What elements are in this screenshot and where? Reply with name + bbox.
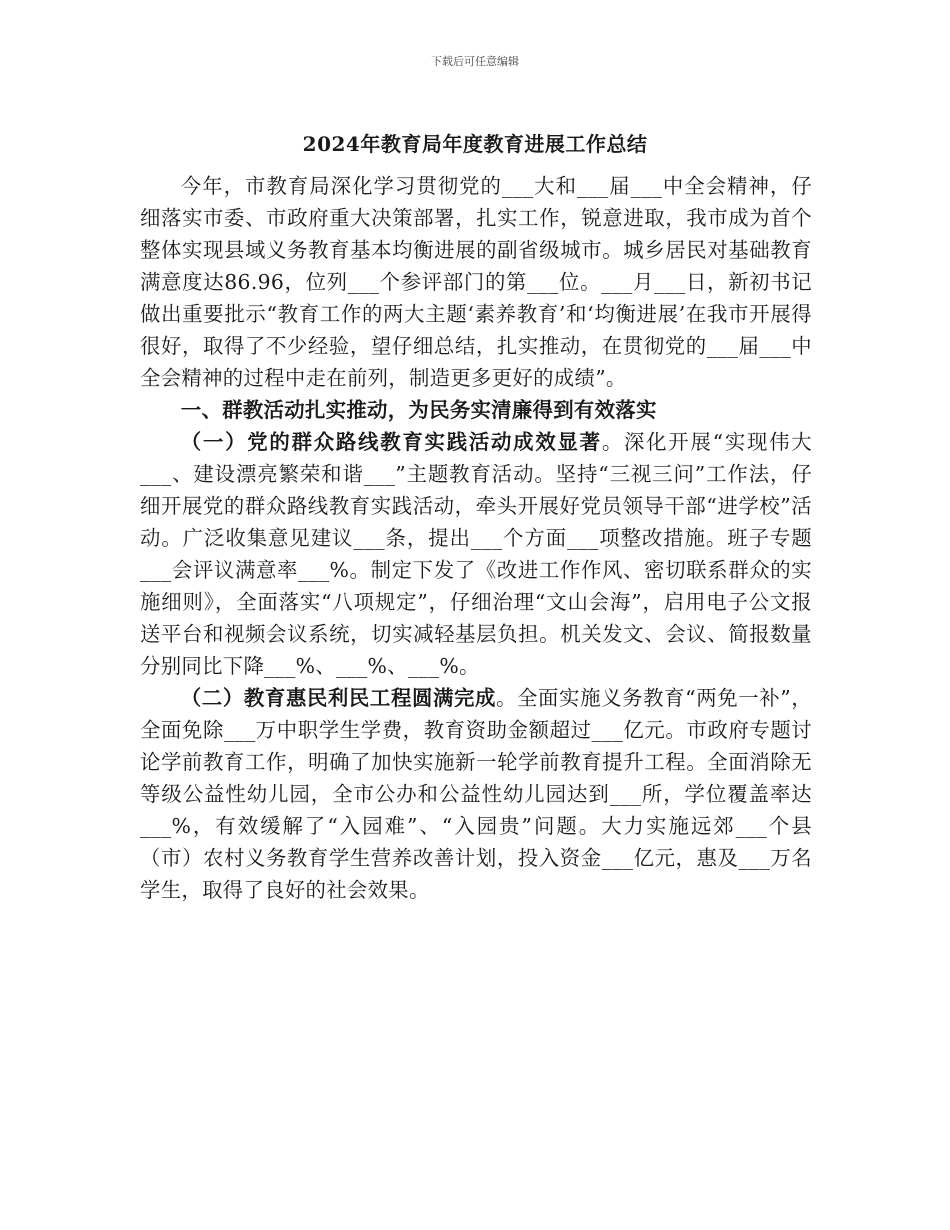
document-body — [140, 170, 812, 906]
subsection-1-paragraph — [140, 426, 812, 682]
document-title: 2024年教育局年度教育进展工作总结 — [302, 132, 648, 156]
section-heading-1: 一、群教活动扎实推动，为民务实清廉得到有效落实 — [180, 398, 657, 422]
page-header-note: 下载后可任意编辑 — [431, 55, 519, 68]
subsection-2-heading: （二）教育惠民利民工程圆满完成 — [180, 686, 497, 710]
subsection-2-text: 。全面实施义务教育“两免一补”，全面免除___万中职学生学费，教育资助金额超过___亿元。市政府专题讨论学前教育工作，明确了加快实施新一轮学前教育提升工程。全面消除无等级公益性幼儿园，全市公办和公益性幼儿园达到___所，学位覆盖率达___%，有效缓解了“入园难”、“入园贵”问题。大力实施远郊___个县（市）农村义务教育学生营养改善计划，投入资金___亿元，惠及___万名学生，取得了良好的社会效果。 — [140, 686, 812, 902]
subsection-1-heading: （一）党的群众路线教育实践活动成效显著 — [180, 430, 602, 454]
subsection-2-paragraph — [140, 682, 812, 906]
subsection-1-text: 。深化开展“实现伟大___、建设漂亮繁荣和谐___”主题教育活动。坚持“三视三问”工作法，仔细开展党的群众路线教育实践活动，牵头开展好党员领导干部“进学校”活动。广泛收集意见建议___条，提出___个方面___项整改措施。班子专题___会评议满意率___%。制定下发了《改进工作作风、密切联系群众的实施细则》，全面落实“八项规定”，仔细治理“文山会海”，启用电子公文报送平台和视频会议系统，切实减轻基层负担。机关发文、会议、简报数量分别同比下降___%、___%、___%。 — [140, 430, 812, 678]
intro-paragraph: 今年，市教育局深化学习贯彻党的___大和___届___中全会精神，仔细落实市委、市政府重大决策部署，扎实工作，锐意进取，我市成为首个整体实现县域义务教育基本均衡进展的副省级城市。城乡居民对基础教育满意度达86.96，位列___个参评部门的第___位。___月___日，新初书记做出重要批示“教育工作的两大主题‘素养教育’和‘均衡进展’在我市开展得很好，取得了不少经验，望仔细总结，扎实推动，在贯彻党的___届___中全会精神的过程中走在前列，制造更多更好的成绩”。 — [140, 174, 812, 390]
